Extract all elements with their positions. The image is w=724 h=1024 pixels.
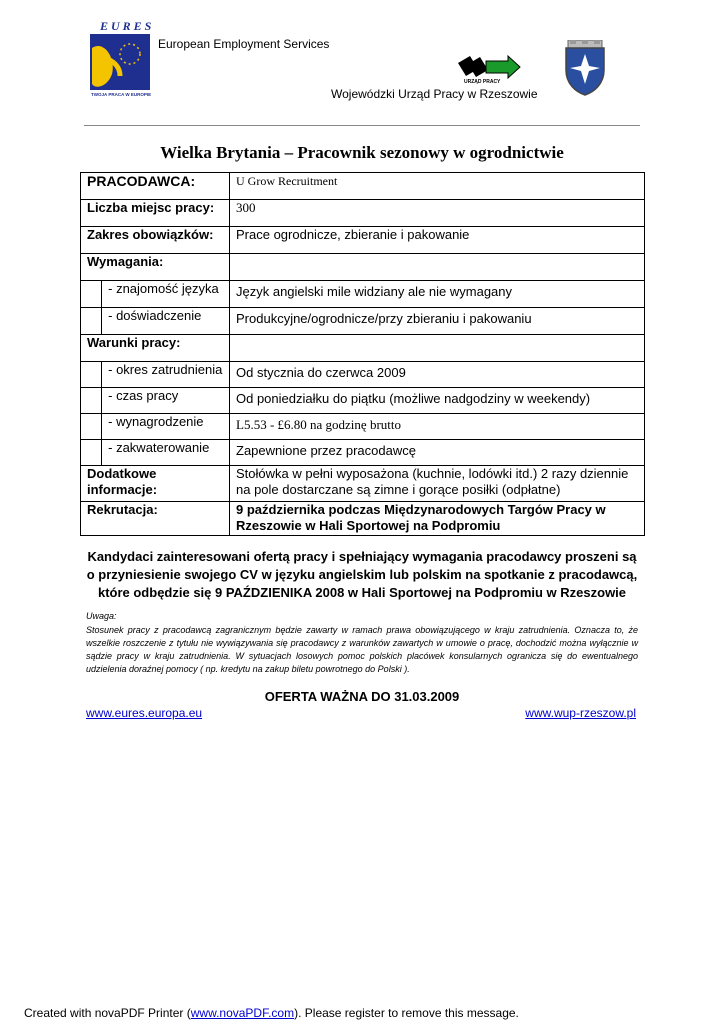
wup-link[interactable]: www.wup-rzeszow.pl (525, 706, 636, 720)
period-value: Od stycznia do czerwca 2009 (230, 362, 645, 388)
wup-logo-text: URZĄD PRACY (464, 79, 501, 85)
extra-label: Dodatkowe informacje: (81, 466, 230, 502)
hours-label: - czas pracy (102, 388, 230, 414)
salary-value: L5.53 - £6.80 na godzinę brutto (230, 414, 645, 440)
wup-logo (456, 53, 522, 85)
employer-label: PRACODAWCA: (81, 173, 230, 200)
wup-name: Wojewódzki Urząd Pracy w Rzeszowie (331, 87, 538, 101)
recruitment-label: Rekrutacja: (81, 502, 230, 536)
footer-suffix: ). Please register to remove this message. (294, 1006, 519, 1020)
hours-value: Od poniedziałku do piątku (możliwe nadgodziny w weekendy) (230, 388, 645, 414)
places-label: Liczba miejsc pracy: (81, 200, 230, 227)
offer-validity: OFERTA WAŻNA DO 31.03.2009 (264, 689, 460, 704)
coat-of-arms-icon (562, 40, 608, 96)
housing-value: Zapewnione przez pracodawcę (230, 440, 645, 466)
footer-note (24, 1006, 519, 1020)
duties-value: Prace ogrodnicze, zbieranie i pakowanie (230, 227, 645, 254)
recruitment-value: 9 października podczas Międzynarodowych Targów Pracy w Rzeszowie w Hali Sportowej na Podpromiu (230, 502, 645, 536)
eures-subtitle: European Employment Services (158, 37, 330, 51)
experience-label: - doświadczenie (102, 308, 230, 335)
header-divider (84, 125, 640, 126)
page-title: Wielka Brytania – Pracownik sezonowy w ogrodnictwie (160, 143, 564, 162)
eures-logo-tagline: TWOJA PRACA W EUROPIE (91, 92, 152, 97)
period-label: - okres zatrudnienia (102, 362, 230, 388)
note-text: Stosunek pracy z pracodawcą zagranicznym będzie zawarty w ramach prawa obowiązującego w kraju zatrudnienia. Oznacza to, że wszelkie roszczenie z tytułu nie wywiązywania się pracodawcy z warunków zawartych w umowie o pracę, dochodzić można wyłącznie w sądzie pracy w kraju zatrudnienia. W sytuacjach losowych pomoc polskich placówek konsularnych ogranicza się do ewentualnego udzielenia doraźnej pomocy ( np. kredytu na zakup biletu powrotnego do Polski ). (86, 625, 638, 674)
places-value: 300 (230, 200, 645, 227)
call-to-action: Kandydaci zainteresowani ofertą pracy i spełniający wymagania pracodawcy proszeni są o przyniesienie swojego CV w języku angielskim lub polskim na spotkanie z pracodawcą, które odbędzie się 9 PAŹDZIENIKA 2008 w Hali Sportowej na Podpromiu w Rzeszowie (86, 549, 638, 600)
footer-prefix: Created with novaPDF Printer ( (24, 1006, 191, 1020)
employer-value: U Grow Recruitment (230, 173, 645, 200)
eures-logo-text: E U R E S (100, 19, 152, 33)
note-title: Uwaga: (86, 611, 117, 621)
language-label: - znajomość języka (102, 281, 230, 308)
eures-logo (86, 18, 156, 100)
offer-table (80, 172, 645, 536)
language-value: Język angielski mile widziany ale nie wymagany (230, 281, 645, 308)
housing-label: - zakwaterowanie (102, 440, 230, 466)
duties-label: Zakres obowiązków: (81, 227, 230, 254)
extra-value: Stołówka w pełni wyposażona (kuchnie, lodówki itd.) 2 razy dziennie na pole dostarczane są zimne i gorące posiłki (odpłatne) (230, 466, 645, 502)
conditions-label: Warunki pracy: (81, 335, 230, 362)
eures-link[interactable]: www.eures.europa.eu (86, 706, 203, 720)
requirements-label: Wymagania: (81, 254, 230, 281)
salary-label: - wynagrodzenie (102, 414, 230, 440)
novapdf-link[interactable]: www.novaPDF.com (190, 1006, 295, 1020)
experience-value: Produkcyjne/ogrodnicze/przy zbieraniu i pakowaniu (230, 308, 645, 335)
